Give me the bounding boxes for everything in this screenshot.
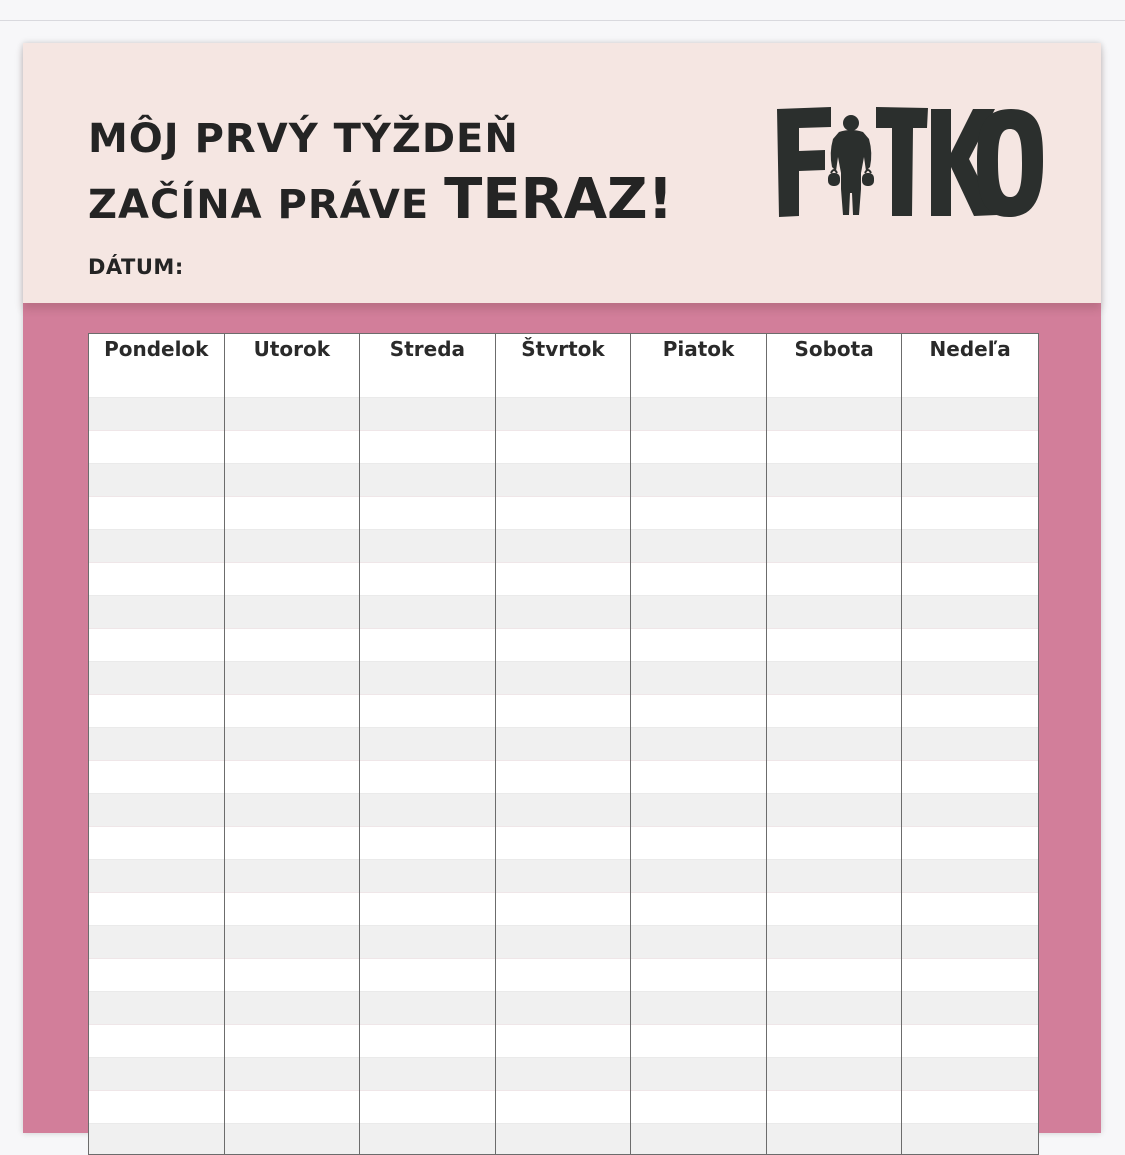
day-column[interactable] (631, 334, 767, 1154)
day-column[interactable] (902, 334, 1038, 1154)
bodybuilder-with-kettlebells-icon (828, 115, 874, 215)
day-header: Utorok (225, 334, 360, 365)
fitko-logo (773, 101, 1043, 226)
day-header: Nedeľa (902, 334, 1038, 365)
planner-columns (89, 334, 1038, 1154)
date-label: DÁTUM: (88, 255, 184, 279)
day-column[interactable] (360, 334, 496, 1154)
title-line-1: MÔJ PRVÝ TÝŽDEŇ (88, 116, 519, 162)
day-column[interactable] (496, 334, 632, 1154)
day-column[interactable] (89, 334, 225, 1154)
title-emphasis: TERAZ! (444, 167, 674, 232)
day-column[interactable] (225, 334, 361, 1154)
page-title (88, 111, 673, 238)
day-header: Streda (360, 334, 495, 365)
title-line-2 (88, 167, 673, 238)
day-column[interactable] (767, 334, 903, 1154)
day-header: Štvrtok (496, 334, 631, 365)
weekly-planner-table (88, 333, 1039, 1155)
day-header: Pondelok (89, 334, 224, 365)
title-line-2-prefix: ZAČÍNA PRÁVE (88, 182, 445, 228)
day-header: Sobota (767, 334, 902, 365)
planner-sheet (23, 43, 1101, 1133)
planner-header (23, 43, 1101, 303)
viewer-top-bar (0, 0, 1125, 21)
day-header: Piatok (631, 334, 766, 365)
